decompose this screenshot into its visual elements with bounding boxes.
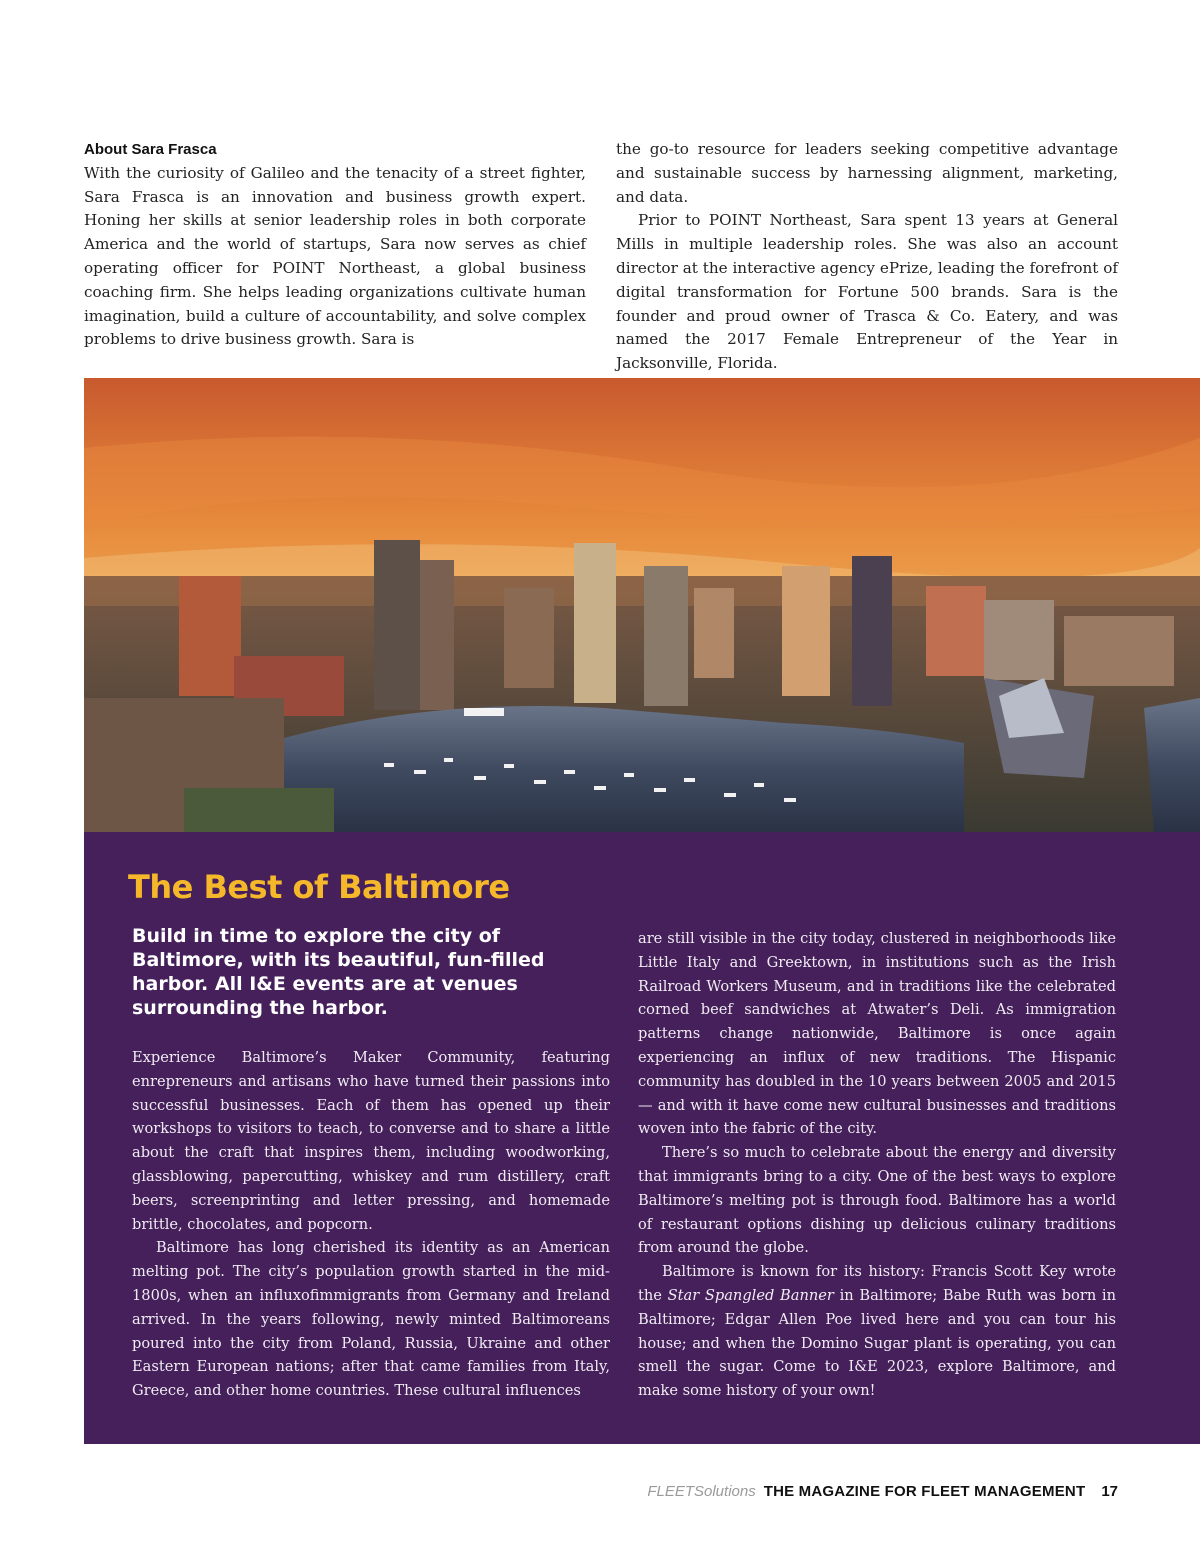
feature-text: Baltimore is known for its history: Francis Scott Key wrote the (638, 1263, 1116, 1304)
feature-paragraph: There’s so much to celebrate about the energy and diversity that immigrants bring to a city. One of the best ways to explore Baltimore’s melting pot is through food. Baltimore has a world of restaurant options dishing up delicious culinary traditions from around the globe. (638, 1144, 1116, 1257)
feature-right-column (638, 927, 1116, 1403)
feature-text: in Baltimore; Babe Ruth was born in Baltimore; Edgar Allen Poe lived here and you can tour his house; and when the Domino Sugar plant is operating, you can smell the sugar. Come to I&E 2023, explore Baltimore, and make some history of your own! (638, 1286, 1116, 1400)
feature-paragraph: Experience Baltimore’s Maker Community, featuring enrepreneurs and artisans who have turned their passions into successful businesses. Each of them has opened up their workshops to visitors to teach, to converse and to share a little about the craft that inspires them, including woodworking, glassblowing, papercutting, whiskey and rum distillery, craft beers, screenprinting and letter pressing, and homemade brittle, chocolates, and popcorn. (132, 1049, 610, 1233)
feature-paragraph: Baltimore has long cherished its identity as an American melting pot. The city’s population growth started in the mid-1800s, when an influxofimmigrants from Germany and Ireland arrived. In the years following, newly minted Baltimoreans poured into the city from Poland, Russia, Ukraine and other Eastern European nations; after that came families from Italy, Greece, and other home countries. These cultural influences (132, 1239, 610, 1400)
page-footer (647, 1483, 1118, 1501)
magazine-brand: FLEETSolutions (647, 1483, 756, 1500)
harbor-photo-illustration (84, 378, 1200, 832)
about-left-column (84, 138, 586, 352)
feature-title: The Best of Baltimore (128, 868, 510, 906)
best-of-baltimore-panel (84, 832, 1200, 1444)
feature-lede: Build in time to explore the city of Baltimore, with its beautiful, fun-filled harbor. All I&E events are at venues surrounding the harbor. (132, 925, 545, 1019)
about-section (84, 138, 1120, 373)
page-number: 17 (1101, 1483, 1118, 1500)
feature-paragraph (638, 1260, 1116, 1403)
about-paragraph: With the curiosity of Galileo and the tenacity of a street fighter, Sara Frasca is an innovation and business growth expert. Honing her skills at senior leadership roles in both corporate America and the world of startups, Sara now serves as chief operating officer for POINT Northeast, a global business coaching firm. She helps leading organizations cultivate human imagination, build a culture of accountability, and solve complex problems to drive business growth. Sara is (84, 163, 586, 349)
baltimore-harbor-skyline-photo (84, 378, 1200, 832)
about-right-column (616, 138, 1118, 376)
about-paragraph: the go-to resource for leaders seeking competitive advantage and sustainable success by harnessing alignment, marketing, and data. (616, 140, 1118, 206)
feature-left-column (132, 1046, 610, 1403)
about-heading: About Sara Frasca (84, 141, 217, 158)
feature-paragraph: are still visible in the city today, clustered in neighborhoods like Little Italy and Greektown, in institutions such as the Irish Railroad Workers Museum, and in traditions like the celebrated corned beef sandwiches at Atwater’s Deli. As immigration patterns change nationwide, Baltimore is once again experiencing an influx of new traditions. The Hispanic community has doubled in the 10 years between 2005 and 2015 — and with it have come new cultural businesses and traditions woven into the fabric of the city. (638, 930, 1116, 1138)
magazine-tagline: THE MAGAZINE FOR FLEET MANAGEMENT (763, 1483, 1086, 1500)
about-paragraph: Prior to POINT Northeast, Sara spent 13 years at General Mills in multiple leadership roles. She was also an account director at the interactive agency ePrize, leading the forefront of digital transformation for Fortune 500 brands. Sara is the founder and proud owner of Trasca & Co. Eatery, and was named the 2017 Female Entrepreneur of the Year in Jacksonville, Florida. (616, 211, 1118, 373)
song-title: Star Spangled Banner (667, 1286, 834, 1304)
